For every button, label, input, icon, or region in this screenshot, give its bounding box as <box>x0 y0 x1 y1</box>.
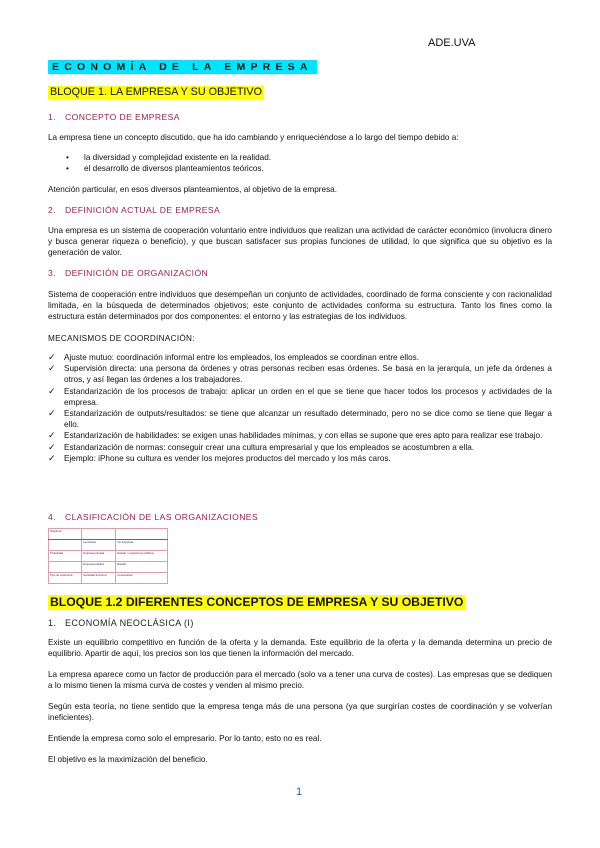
table-row <box>49 551 168 562</box>
table-row <box>49 573 168 584</box>
list-item: ✓ Estandarización de outputs/resultados: se tiene que alcanzar un resultado determinado, pero no se dice como se tiene que llegar a ello. <box>48 408 552 430</box>
section-1-intro: La empresa tiene un concepto discutido, que ha ido cambiando y enriqueciéndose a lo largo del tiempo debido a: <box>48 133 459 142</box>
list-item: ✓ Estandarización de normas: conseguir crear una cultura empresarial y que los empleados se acostumbren a ella. <box>48 441 475 452</box>
table-cell: Estado / organismos públicos <box>116 551 168 562</box>
list-item: • el desarrollo de diversos planteamientos teóricos. <box>66 164 264 174</box>
block2-section-heading <box>48 618 194 628</box>
classification-table <box>48 528 168 584</box>
check-icon: ✓ <box>48 385 56 396</box>
table-row <box>49 540 168 551</box>
mechanisms-list <box>48 352 552 464</box>
section-1-outro: Atención particular, en esos diversos planteamientos, al objetivo de la empresa. <box>48 185 338 194</box>
table-cell: Sociedad anónima <box>82 573 116 584</box>
table-cell: Cooperativa <box>116 573 168 584</box>
table-cell <box>49 562 82 573</box>
block2-paragraph-3: Según esta teoría, no tiene sentido que la empresa tenga más de una persona (ya que surgirían costes de coordinación y se volverían ineficientes). <box>48 702 552 723</box>
header-institution: ADE.UVA <box>428 37 476 49</box>
table-cell: Empresa privada <box>82 551 116 562</box>
check-icon: ✓ <box>48 452 56 463</box>
section-1-bullets <box>66 152 546 174</box>
check-icon: ✓ <box>48 441 56 452</box>
check-icon: ✓ <box>48 408 56 419</box>
block2-paragraph-4: Entiende la empresa como solo el empresario. Por lo tanto, esto no es real. <box>48 734 322 743</box>
list-item: ✓ Supervisión directa: una persona da órdenes y otras personas reciben esas órdenes. Se basa en la jerarquía, un jefe da órdenes a otros, y así llegan las órdenes a los trabajadores. <box>48 363 552 385</box>
table-cell <box>82 529 116 540</box>
section-2-number: 2. <box>48 205 56 215</box>
section-3-heading <box>48 268 208 278</box>
table-cell: Estado <box>116 562 168 573</box>
list-item: ✓ Ejemplo: iPhone su cultura es vender los mejores productos del mercado y los más caros. <box>48 452 391 463</box>
list-item: • la diversidad y complejidad existente en la realidad. <box>66 153 272 162</box>
table-cell: Tipo de estructura <box>49 573 82 584</box>
block2-section-title: ECONOMÍA NEOCLÁSICA (I) <box>65 618 194 628</box>
block2-paragraph-5: El objetivo es la maximización del beneficio. <box>48 755 208 764</box>
table-row <box>49 529 168 540</box>
mechanisms-title: MECANISMOS DE COORDINACIÓN: <box>48 334 195 343</box>
section-2-heading <box>48 205 220 215</box>
section-1-title: CONCEPTO DE EMPRESA <box>65 112 180 122</box>
section-4-heading <box>48 512 258 522</box>
block2-title: BLOQUE 1.2 DIFERENTES CONCEPTOS DE EMPRESA Y SU OBJETIVO <box>50 595 464 609</box>
section-3-title: DEFINICIÓN DE ORGANIZACIÓN <box>65 268 209 278</box>
table-cell: Titularidad <box>49 551 82 562</box>
block1-title: BLOQUE 1. LA EMPRESA Y SU OBJETIVO <box>50 86 263 98</box>
block2-paragraph-2: La empresa aparece como un factor de producción para el mercado (solo va a tener una curva de costes). Las empresas que se dediquen a lo mismo tienen la misma curva de costes y venden al mismo precio. <box>48 670 552 691</box>
section-2-title: DEFINICIÓN ACTUAL DE EMPRESA <box>65 205 221 215</box>
check-icon: ✓ <box>48 430 56 441</box>
table-cell: Lucrativas <box>82 540 116 551</box>
table-row <box>49 562 168 573</box>
section-3-number: 3. <box>48 268 56 278</box>
section-3-text: Sistema de cooperación entre individuos que desempeñan un conjunto de actividades, coordinado de forma consciente y con racionalidad limitada, en la búsqueda de determinados objetivos; este conjunto de actividades conforma su estructura. Tanto los fines como la estructura están determinados por dos componentes: el entorno y las estrategias de los individuos. <box>48 290 552 322</box>
block2-paragraph-1: Existe un equilibrio competitivo en función de la oferta y la demanda. Este equilibrio de la oferta y la demanda determina un precio de equilibrio. Apartir de aquí, los precios son los que tienen la información del mercado. <box>48 638 552 659</box>
table-cell: Empresa pública <box>82 562 116 573</box>
block2-section-number: 1. <box>48 618 57 628</box>
bullet-icon: • <box>66 153 69 162</box>
section-2-text: Una empresa es un sistema de cooperación voluntario entre individuos que realizan una actividad de carácter económico (involucra dinero y busca generar riqueza o beneficio), y que buscan satisfacer sus propias funciones de utilidad, lo que significa que su objetivo es la generación de valor. <box>48 226 552 258</box>
page-number: 1 <box>296 786 303 798</box>
document-title: ECONOMÍA DE LA EMPRESA <box>48 60 317 74</box>
table-cell <box>116 529 168 540</box>
check-icon: ✓ <box>48 352 56 362</box>
section-1-number: 1. <box>48 112 56 122</box>
section-4-title: CLASIFICACIÓN DE LAS ORGANIZACIONES <box>65 512 259 522</box>
list-item: ✓ Ajuste mutuo: coordinación informal entre los empleados, los empleados se coordinan entre ellos. <box>48 352 419 362</box>
section-4-number: 4. <box>48 512 56 522</box>
list-item: ✓ Estandarización de los procesos de trabajo: aplicar un orden en el que se tiene que hacer todos los procesos y actividades de la empresa. <box>48 385 552 407</box>
bullet-icon: • <box>66 164 69 174</box>
check-icon: ✓ <box>48 363 56 374</box>
table-cell: Objetivos <box>49 529 82 540</box>
section-1-heading <box>48 112 180 122</box>
table-cell <box>49 540 82 551</box>
list-item: ✓ Estandarización de habilidades: se exigen unas habilidades mínimas, y con ellas se supone que eres apto para realizar ese trabajo. <box>48 430 543 441</box>
table-cell: No lucrativas <box>116 540 168 551</box>
